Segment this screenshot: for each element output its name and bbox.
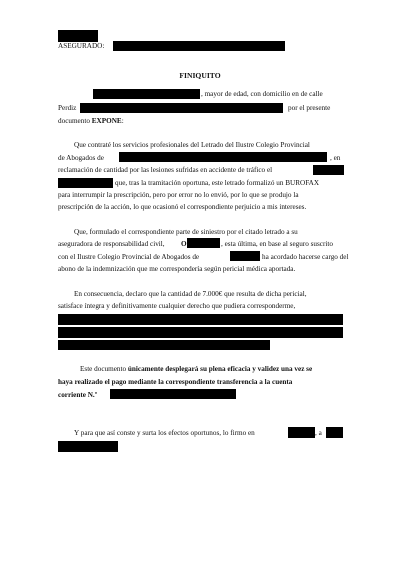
redaction-block-3 — [58, 340, 270, 350]
redaction-accident-date — [313, 165, 344, 175]
p2-line-3-start: con el Ilustre Colegio Provincial de Abogados de — [58, 253, 200, 261]
redaction-insurer — [187, 238, 220, 248]
redaction-accident-year — [58, 178, 113, 188]
redaction-name — [93, 89, 200, 99]
p2-line-1: Que, formulado el correspondiente parte de siniestro por el citado letrado a su — [74, 228, 298, 236]
p1-line-4: que, tras la tramitación oportuna, este letrado formalizó un BUROFAX — [115, 179, 320, 187]
redaction-date-end — [58, 441, 118, 452]
p1-line-6: prescripción de la acción, lo que ocasionó el correspondiente perjuicio a mis intereses. — [58, 203, 307, 211]
intro-line-3: documento EXPONE: — [58, 117, 124, 125]
p2-line-4: abono de la indemnización que me correspondería según pericial médica aportada. — [58, 265, 296, 273]
document-title: FINIQUITO — [179, 71, 221, 80]
p1-line-1: Que contraté los servicios profesionales del Letrado del Ilustre Colegio Provincial — [74, 141, 310, 149]
redaction-block-1 — [58, 314, 343, 325]
intro-line-2-end: por el presente — [288, 104, 331, 112]
redaction-account-number — [110, 389, 236, 399]
p2-line-2-end: , esta última, en base al seguro suscrito — [221, 240, 333, 248]
redaction-asegurado — [113, 41, 285, 51]
redaction-city — [230, 251, 260, 261]
redaction-lawyer — [119, 152, 327, 162]
redaction-place — [288, 427, 315, 438]
p4-line-1: Este documento únicamente desplegará su plena eficacia y validez una vez se — [80, 365, 313, 373]
p3-line-2: satisface íntegra y definitivamente cualquier derecho que pudiera corresponderme, — [58, 302, 296, 310]
p1-line-2-start: de Abogados de — [58, 154, 104, 162]
redaction-header-top — [58, 30, 98, 39]
p1-line-5: para interrumpir la prescripción, pero por error no lo envió, por lo que se produjo la — [58, 191, 299, 199]
p1-line-2-end: , en — [330, 154, 341, 162]
p4-line-2: haya realizado el pago mediante la correspondiente transferencia a la cuenta — [58, 378, 293, 386]
p1-line-3: reclamación de cantidad por las lesiones sufridas en accidente de tráfico el — [58, 166, 273, 174]
p3-line-1: En consecuencia, declaro que la cantidad de 7.000€ que resulta de dicha pericial, — [74, 290, 307, 298]
closing-line: Y para que así conste y surta los efectos oportunos, lo firmo en — [74, 429, 255, 437]
p2-line-3-end: ha acordado hacerse cargo del — [262, 253, 349, 261]
asegurado-label: ASEGURADO: — [58, 42, 105, 50]
closing-line-mid: , a — [315, 429, 322, 437]
intro-line-1: , mayor de edad, con domicilio en de calle — [201, 90, 323, 98]
redaction-block-2 — [58, 327, 343, 338]
p4-line-3: corriente N.º — [58, 391, 98, 399]
intro-line-2-start: Perdiz — [58, 104, 77, 112]
expone-label: EXPONE — [91, 117, 122, 125]
redaction-date-start — [326, 427, 343, 438]
p2-line-2-start: aseguradora de responsabilidad civil, — [58, 240, 165, 248]
p2-insurer-initial: O — [181, 240, 187, 248]
redaction-street — [80, 103, 283, 113]
